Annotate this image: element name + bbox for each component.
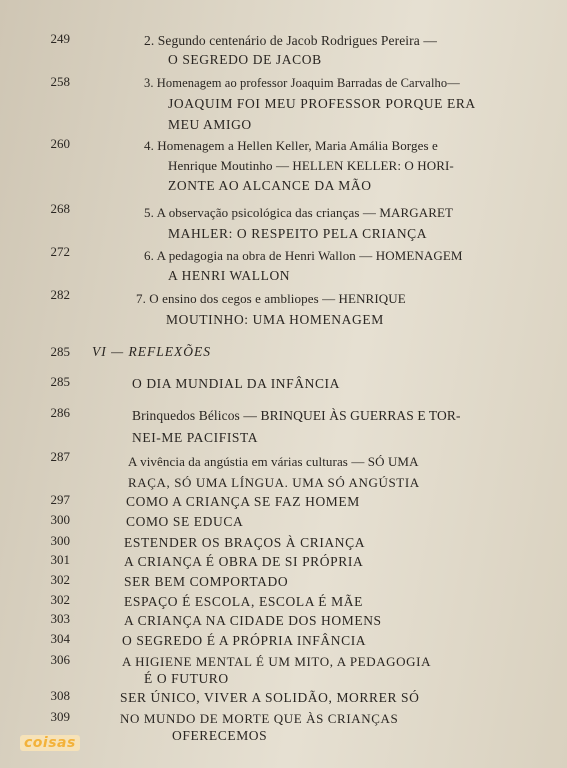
entry-line: A HIGIENE MENTAL É UM MITO, A PEDAGOGIA [122, 654, 432, 669]
page-number: 272 [50, 244, 70, 259]
entry-line: 5. A observação psicológica das crianças — MARGARET [144, 205, 454, 220]
entry-line: RAÇA, SÓ UMA LÍNGUA. UMA SÓ ANGÚSTIA [128, 475, 420, 490]
entry-line: 4. Homenagem a Hellen Keller, Maria Amália Borges e [144, 138, 438, 153]
entry-line: MOUTINHO: UMA HOMENAGEM [166, 312, 384, 327]
entry-line: COMO A CRIANÇA SE FAZ HOMEM [126, 494, 360, 509]
page-number: 302 [50, 592, 70, 607]
entry-line: 2. Segundo centenário de Jacob Rodrigues Pereira — [144, 33, 437, 48]
entry-line: MAHLER: O RESPEITO PELA CRIANÇA [168, 226, 428, 241]
entry-line: A CRIANÇA É OBRA DE SI PRÓPRIA [124, 554, 364, 569]
entry-line: O SEGREDO É A PRÓPRIA INFÂNCIA [122, 633, 367, 648]
page-number: 309 [50, 709, 70, 724]
entry-line: ESPAÇO É ESCOLA, ESCOLA É MÃE [124, 594, 363, 609]
entry-line: SER ÚNICO, VIVER A SOLIDÃO, MORRER SÓ [120, 690, 420, 705]
page-number: 306 [50, 652, 70, 667]
entry-line: JOAQUIM FOI MEU PROFESSOR PORQUE ERA [168, 96, 476, 111]
page-number: 304 [50, 631, 70, 646]
entry-line: O SEGREDO DE JACOB [168, 52, 322, 67]
page-number: 297 [50, 492, 70, 507]
page-number: 300 [50, 512, 70, 527]
entry-line: NO MUNDO DE MORTE QUE ÀS CRIANÇAS [120, 711, 399, 726]
page-number: 258 [50, 74, 70, 89]
entry-line: MEU AMIGO [168, 117, 252, 132]
page-number: 286 [50, 405, 70, 420]
entry-line: 7. O ensino dos cegos e ambliopes — HENRIQUE [136, 291, 406, 306]
page-number: 287 [50, 449, 70, 464]
page-number: 282 [50, 287, 70, 302]
entry-line: Brinquedos Bélicos — BRINQUEI ÀS GUERRAS E TOR- [132, 408, 461, 423]
page-number: 301 [50, 552, 70, 567]
page-number: 308 [50, 688, 70, 703]
entry-line: ZONTE AO ALCANCE DA MÃO [168, 178, 372, 193]
entry-line: SER BEM COMPORTADO [124, 574, 289, 589]
entry-line: A CRIANÇA NA CIDADE DOS HOMENS [124, 613, 382, 628]
entry-line: É O FUTURO [144, 671, 229, 686]
page-number: 285 [50, 344, 70, 359]
page-number: 268 [50, 201, 70, 216]
entry-line: ESTENDER OS BRAÇOS À CRIANÇA [124, 535, 366, 550]
watermark-logo: coisas [20, 735, 80, 751]
entry-line: 6. A pedagogia na obra de Henri Wallon — HOMENAGEM [144, 248, 463, 263]
page-number: 249 [50, 31, 70, 46]
entry-line: COMO SE EDUCA [126, 514, 244, 529]
entry-line: A vivência da angústia em várias culturas — SÓ UMA [128, 454, 419, 469]
section-title: VI — REFLEXÕES [92, 344, 211, 359]
page-number: 303 [50, 611, 70, 626]
entry-line: 3. Homenagem ao professor Joaquim Barradas de Carvalho— [144, 76, 460, 90]
page-number: 300 [50, 533, 70, 548]
page-number: 302 [50, 572, 70, 587]
entry-line: OFERECEMOS [172, 728, 268, 743]
entry-line: A HENRI WALLON [168, 268, 291, 283]
entry-line: Henrique Moutinho — HELLEN KELLER: O HORI- [168, 158, 454, 173]
page-number: 285 [50, 374, 70, 389]
page-number: 260 [50, 136, 70, 151]
entry-line: NEI-ME PACIFISTA [132, 430, 259, 445]
entry-line: O DIA MUNDIAL DA INFÂNCIA [132, 376, 340, 391]
